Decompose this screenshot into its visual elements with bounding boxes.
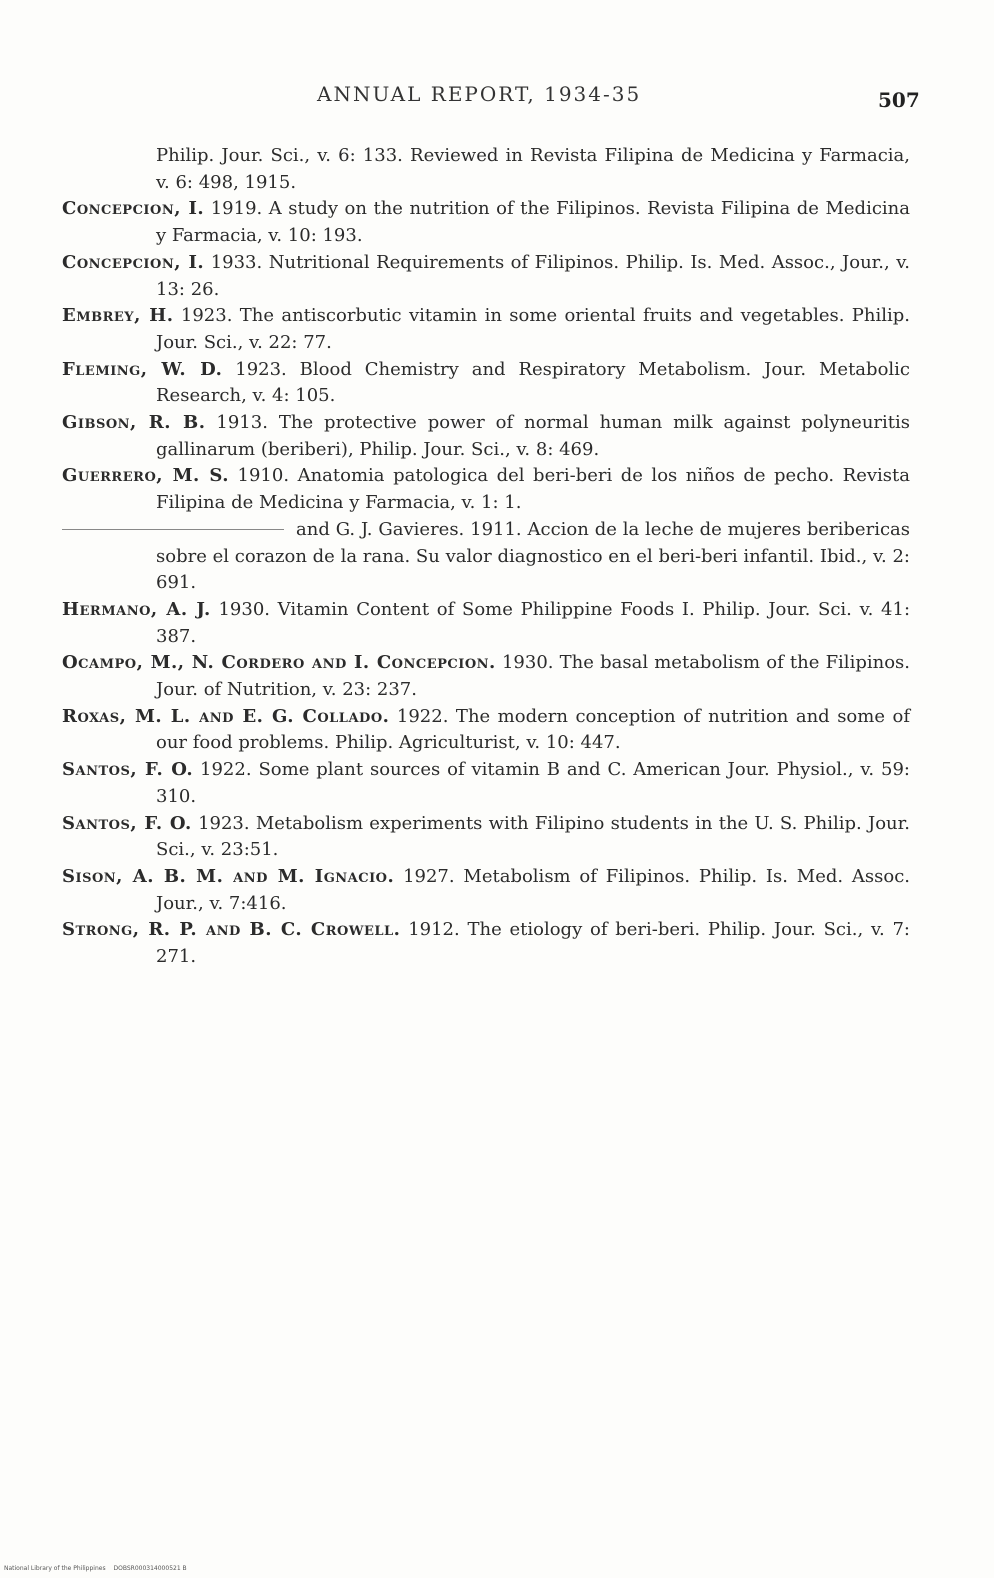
reference-text: 1933. Nutritional Requirements of Filipinos. Philip. Is. Med. Assoc., Jour., v. 13: 26. (156, 251, 910, 300)
reference-author: Santos, F. O. (62, 759, 194, 781)
page-number: 507 (878, 88, 920, 112)
reference-text: 1912. The etiology of beri-beri. Philip. Jour. Sci., v. 7: 271. (156, 919, 910, 968)
reference-entry (62, 811, 910, 864)
reference-author: Ocampo, M., N. Cordero and I. Concepcion. (62, 652, 496, 674)
reference-author: Hermano, A. J. (62, 598, 211, 620)
reference-entry (62, 650, 910, 703)
reference-text: 1922. The modern conception of nutrition and some of our food problems. Philip. Agriculturist, v. 10: 447. (156, 705, 910, 754)
reference-list (62, 143, 910, 971)
reference-text: 1913. The protective power of normal human milk against polyneuritis gallinarum (beriberi), Philip. Jour. Sci., v. 8: 469. (156, 412, 910, 460)
reference-author: Sison, A. B. M. and M. Ignacio. (62, 865, 395, 887)
reference-entry (62, 196, 910, 249)
reference-entry (62, 597, 910, 650)
reference-entry (62, 143, 910, 196)
reference-author: Santos, F. O. (62, 812, 192, 834)
reference-text: 1923. Metabolism experiments with Filipino students in the U. S. Philip. Jour. Sci., v. 23:51. (156, 812, 910, 861)
reference-text: 1923. The antiscorbutic vitamin in some oriental fruits and vegetables. Philip. Jour. Sci., v. 22: 77. (156, 305, 910, 353)
reference-entry (62, 757, 910, 810)
reference-entry (62, 303, 910, 356)
reference-author: Concepcion, I. (62, 198, 205, 220)
reference-text: Philip. Jour. Sci., v. 6: 133. Reviewed in Revista Filipina de Medicina y Farmacia, v. 6: 498, 1915. (156, 145, 910, 193)
reference-entry (62, 410, 910, 463)
reference-author: Embrey, H. (62, 305, 174, 327)
reference-entry (62, 704, 910, 757)
reference-entry (62, 917, 910, 970)
reference-entry (62, 864, 910, 917)
reference-text: 1922. Some plant sources of vitamin B and C. American Jour. Physiol., v. 59: 310. (156, 759, 910, 807)
reference-author: Strong, R. P. and B. C. Crowell. (62, 919, 401, 941)
reference-entry (62, 463, 910, 516)
reference-author: Guerrero, M. S. (62, 465, 229, 487)
reference-author: Concepcion, I. (62, 251, 205, 273)
reference-author: Fleming, W. D. (62, 358, 223, 380)
scan-footer (4, 1565, 187, 1572)
reference-text: 1930. The basal metabolism of the Filipinos. Jour. of Nutrition, v. 23: 237. (156, 652, 910, 701)
reference-text: 1927. Metabolism of Filipinos. Philip. Is. Med. Assoc. Jour., v. 7:416. (156, 865, 910, 914)
reference-author: Gibson, R. B. (62, 412, 206, 434)
reference-entry (62, 357, 910, 410)
footer-library: National Library of the Philippines (4, 1565, 106, 1572)
reference-text: 1923. Blood Chemistry and Respiratory Metabolism. Jour. Metabolic Research, v. 4: 105. (156, 358, 910, 407)
footer-identifier: DOBSR000314000521 B (113, 1565, 187, 1572)
reference-text: and G. J. Gavieres. 1911. Accion de la leche de mujeres beribericas sobre el corazon de la rana. Su valor diagnostico en el beri-beri infantil. Ibid., v. 2: 691. (156, 518, 910, 594)
same-author-dash (62, 529, 284, 530)
reference-entry (62, 517, 910, 597)
reference-entry (62, 250, 910, 303)
reference-text: 1910. Anatomia patologica del beri-beri de los niños de pecho. Revista Filipina de Medicina y Farmacia, v. 1: 1. (156, 465, 910, 514)
running-head: ANNUAL REPORT, 1934-35 (317, 82, 642, 106)
reference-text: 1919. A study on the nutrition of the Filipinos. Revista Filipina de Medicina y Farmacia, v. 10: 193. (156, 198, 910, 247)
reference-text: 1930. Vitamin Content of Some Philippine Foods I. Philip. Jour. Sci. v. 41: 387. (156, 598, 911, 647)
reference-author: Roxas, M. L. and E. G. Collado. (62, 705, 390, 727)
